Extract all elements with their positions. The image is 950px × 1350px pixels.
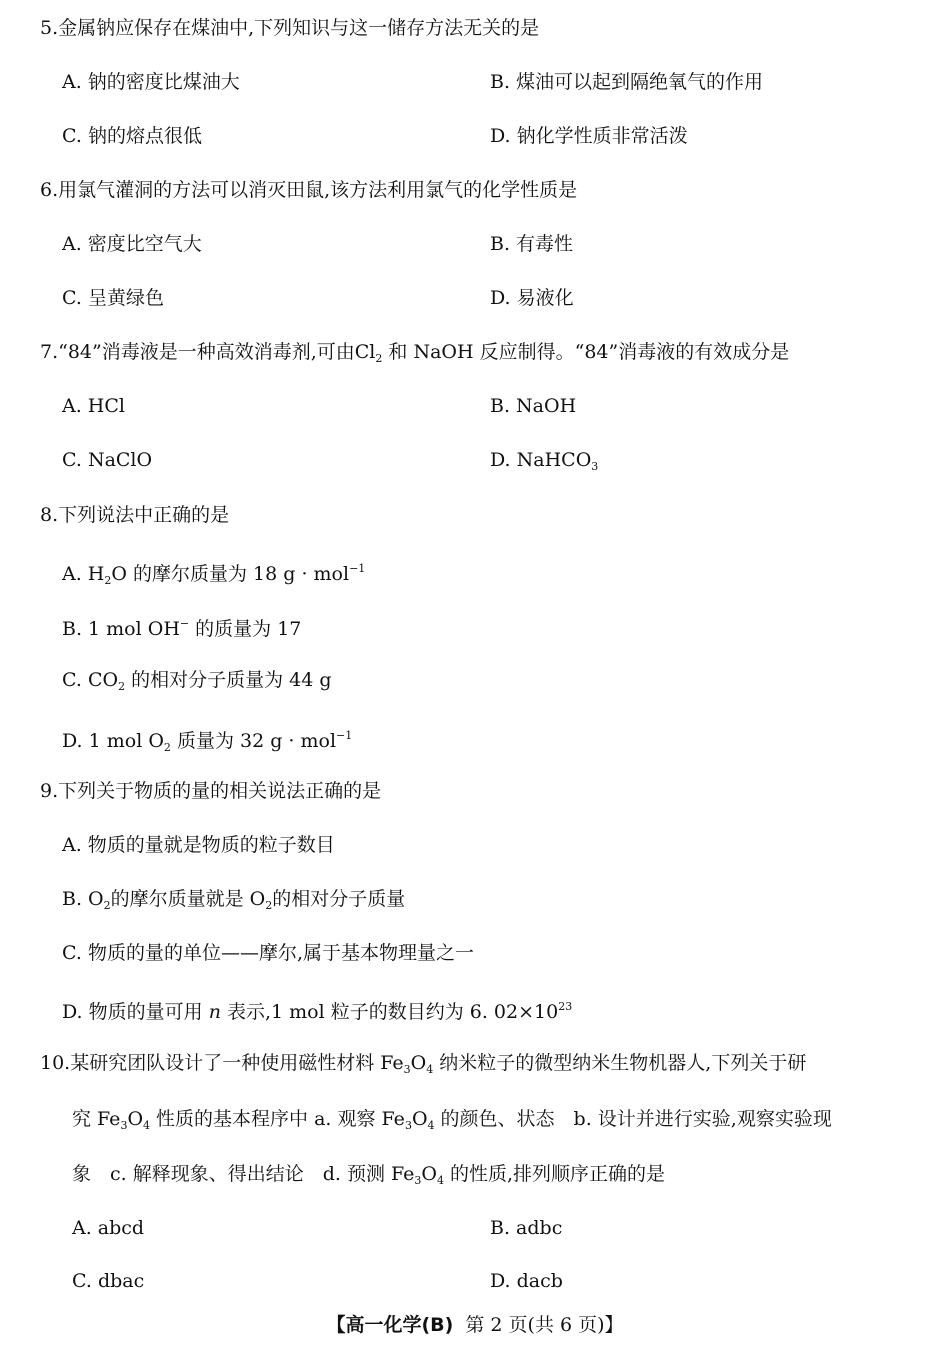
q8-option-a: A. $H_2O$ 的摩尔质量为 18 g · mol$^{-1}$ (62, 562, 366, 587)
q5-stem: 5.金属钠应保存在煤油中,下列知识与这一储存方法无关的是 (40, 17, 540, 39)
q9-option-c: C. 物质的量的单位——摩尔,属于基本物理量之一 (62, 942, 474, 964)
q8-option-c: C. $CO_2$ 的相对分子质量为 44 g (62, 669, 332, 693)
q7-option-d: D. NaHCO$_3$ (490, 449, 599, 473)
q6-stem: 6.用氯气灌洞的方法可以消灭田鼠,该方法利用氯气的化学性质是 (40, 179, 578, 201)
q7-stem: 7.“84”消毒液是一种高效消毒剂,可由$Cl_2$ 和 NaOH 反应制得。“84”消毒液的有效成分是 (40, 341, 790, 365)
q10-option-b: B. adbc (490, 1217, 563, 1239)
q5-option-d: D. 钠化学性质非常活泼 (490, 125, 688, 147)
q6-option-b: B. 有毒性 (490, 233, 574, 255)
q10-option-c: C. dbac (72, 1270, 145, 1292)
q5-option-c: C. 钠的熔点很低 (62, 125, 202, 147)
q9-option-b: B. $O_2$的摩尔质量就是 $O_2$的相对分子质量 (62, 888, 406, 912)
q5-option-b: B. 煤油可以起到隔绝氧气的作用 (490, 71, 764, 93)
q8-option-b: B. 1 mol OH− 的质量为 17 (62, 617, 302, 640)
q7-option-a: A. HCl (62, 395, 125, 417)
q10-option-a: A. abcd (72, 1217, 145, 1239)
q7-option-b: B. NaOH (490, 395, 577, 417)
q6-option-c: C. 呈黄绿色 (62, 287, 164, 309)
q8-stem: 8.下列说法中正确的是 (40, 504, 230, 526)
q6-option-d: D. 易液化 (490, 287, 574, 309)
q6-option-a: A. 密度比空气大 (62, 233, 202, 255)
q7-option-c: C. NaClO (62, 449, 153, 471)
q5-option-a: A. 钠的密度比煤油大 (62, 71, 240, 93)
page-footer (0, 1310, 950, 1337)
q9-option-a: A. 物质的量就是物质的粒子数目 (62, 834, 335, 856)
footer-subject: 【高一化学(B) (326, 1314, 454, 1336)
q10-stem-line-3: 象 c. 解释现象、得出结论 d. 预测 $Fe_3O_4$ 的性质,排列顺序正确的是 (72, 1163, 666, 1187)
q8-option-d: D. 1 mol $O_2$ 质量为 32 g · mol$^{-1}$ (62, 729, 353, 754)
footer-page-number: 第 2 页(共 6 页)】 (465, 1314, 624, 1336)
q10-stem-line-1: 10.某研究团队设计了一种使用磁性材料 $Fe_3O_4$ 纳米粒子的微型纳米生物机器人,下列关于研 (40, 1052, 807, 1076)
q9-option-d: D. 物质的量可用 n 表示,1 mol 粒子的数目约为 6. $02\times 10^{23}$ (62, 1000, 573, 1023)
q9-stem: 9.下列关于物质的量的相关说法正确的是 (40, 780, 382, 802)
q10-stem-line-2: 究 $Fe_3O_4$ 性质的基本程序中 a. 观察 $Fe_3O_4$ 的颜色、状态 b. 设计并进行实验,观察实验现 (72, 1108, 832, 1132)
q10-option-d: D. dacb (490, 1270, 563, 1292)
